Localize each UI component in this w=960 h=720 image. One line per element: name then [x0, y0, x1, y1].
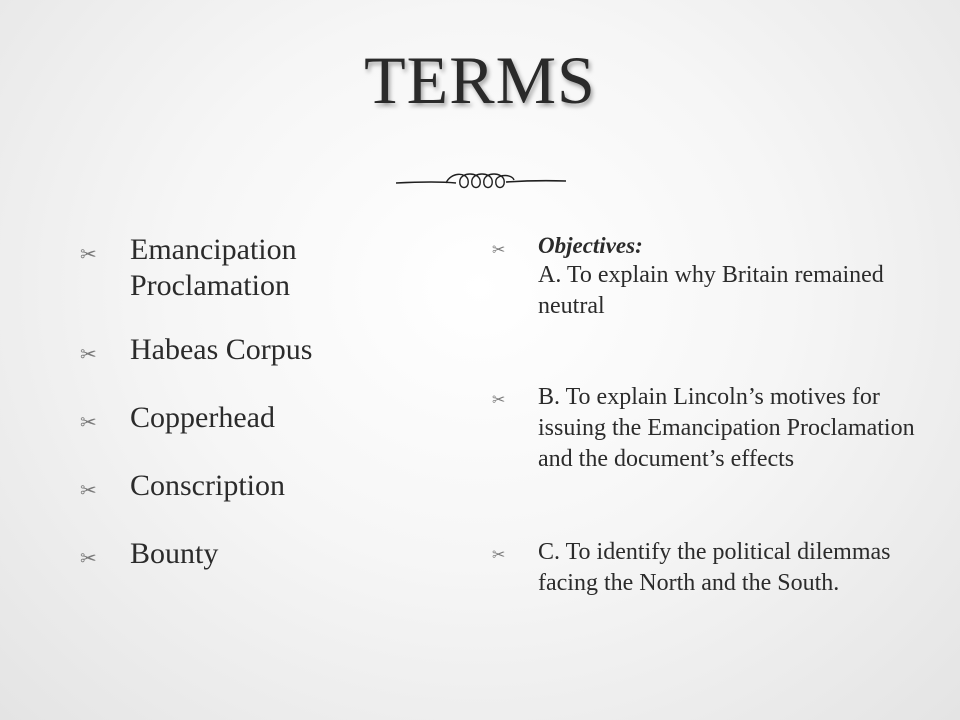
objectives-list — [492, 232, 937, 599]
term-item — [80, 536, 420, 576]
objective-a: A. To explain why Britain remained neutral — [538, 262, 884, 319]
term-item — [80, 232, 420, 304]
objective-item — [492, 537, 937, 599]
term-label: Conscription — [130, 469, 285, 502]
quill-pen-icon: ✂ — [80, 546, 97, 570]
term-label: Bounty — [130, 537, 219, 570]
term-label: Habeas Corpus — [130, 333, 313, 366]
objective-text — [538, 232, 937, 322]
quill-pen-icon: ✂ — [80, 478, 97, 502]
slide-title: TERMS — [364, 42, 596, 118]
quill-pen-icon: ✂ — [492, 545, 506, 564]
quill-pen-icon: ✂ — [492, 240, 506, 259]
terms-list — [80, 232, 420, 604]
term-label: Copperhead — [130, 401, 275, 434]
objective-b: B. To explain Lincoln’s motives for issuing the Emancipation Proclamation and the document’s effects — [538, 384, 915, 472]
objectives-heading: Objectives: — [538, 233, 643, 258]
term-item — [80, 468, 420, 508]
term-item — [80, 332, 420, 372]
quill-pen-icon: ✂ — [80, 342, 97, 366]
objective-item — [492, 382, 937, 475]
objective-c: C. To identify the political dilemmas facing the North and the South. — [538, 539, 891, 596]
quill-pen-icon: ✂ — [80, 410, 97, 434]
term-item — [80, 400, 420, 440]
flourish-divider-icon — [396, 166, 566, 198]
objective-item — [492, 232, 937, 322]
quill-pen-icon: ✂ — [80, 242, 97, 266]
quill-pen-icon: ✂ — [492, 390, 506, 409]
term-label: Emancipation Proclamation — [130, 233, 297, 302]
